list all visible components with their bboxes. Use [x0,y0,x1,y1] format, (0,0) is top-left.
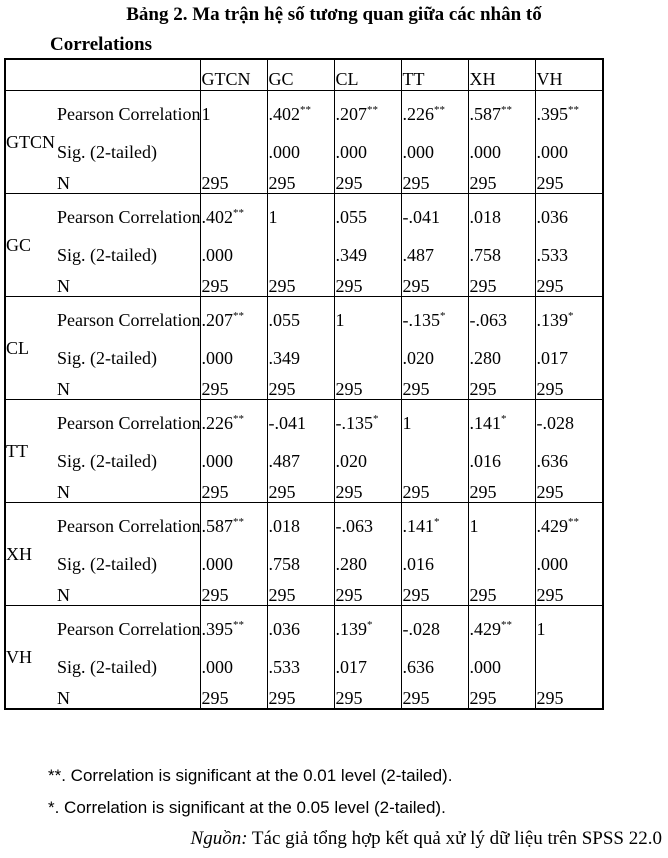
table-row [5,446,603,476]
n-cell: 295 [402,579,469,606]
correlation-value: -.028 [536,413,574,433]
n-cell: 295 [469,167,536,194]
row-variable: GTCN [5,91,57,194]
column-header: GC [268,59,335,91]
correlation-value: .402 [268,104,300,124]
table-row [5,297,603,344]
correlation-cell [201,91,268,138]
row-variable: XH [5,503,57,606]
correlation-value: -.063 [335,516,373,536]
table-row [5,400,603,447]
header-blank [5,59,57,91]
n-cell: 295 [536,270,603,297]
correlation-cell [335,400,402,447]
correlation-value: 1 [201,104,211,124]
significance-mark: ** [232,516,244,528]
correlation-value: -.135 [335,413,373,433]
sig-cell: .000 [201,549,268,579]
correlation-value: 1 [402,413,412,433]
n-cell: 295 [268,682,335,709]
row-variable: VH [5,606,57,710]
table-row [5,606,603,653]
correlation-cell [268,91,335,138]
sig-cell: .000 [268,137,335,167]
n-cell: 295 [335,682,402,709]
significance-mark: ** [567,516,579,528]
correlation-cell [268,194,335,241]
correlation-value: .139 [335,619,367,639]
correlation-cell [402,400,469,447]
table-row [5,373,603,400]
stat-label: N [57,270,201,297]
sig-cell: .000 [536,137,603,167]
correlation-cell [335,606,402,653]
correlation-value: .139 [536,310,568,330]
sig-cell: .280 [335,549,402,579]
correlation-cell [536,91,603,138]
column-header: VH [536,59,603,91]
stat-label: Pearson Correlation [57,619,201,639]
n-cell: 295 [402,476,469,503]
column-header: XH [469,59,536,91]
stat-label: N [57,373,201,400]
source-text: Tác giả tổng hợp kết quả xử lý dữ liệu trên SPSS 22.0 [247,828,662,849]
n-cell: 295 [335,167,402,194]
sig-cell: .758 [268,549,335,579]
table-title: Bảng 2. Ma trận hệ số tương quan giữa các nhân tố [126,4,542,25]
table-row [5,476,603,503]
significance-mark: ** [232,619,244,631]
source-line [191,828,662,850]
significance-mark: ** [232,413,244,425]
sig-cell: .000 [469,137,536,167]
correlation-cell [469,400,536,447]
correlation-cell [201,400,268,447]
correlation-cell [268,400,335,447]
sig-cell [201,137,268,167]
sig-cell [268,240,335,270]
stat-label: N [57,682,201,709]
correlation-cell [335,91,402,138]
n-cell: 295 [201,682,268,709]
sig-cell: .017 [335,652,402,682]
n-cell: 295 [335,579,402,606]
sig-cell: .016 [469,446,536,476]
correlation-cell [402,91,469,138]
header-row [5,59,603,91]
significance-mark: ** [299,104,311,116]
significance-mark: ** [433,104,445,116]
stat-label: Pearson Correlation [57,310,201,330]
table-row [5,549,603,579]
sig-cell: .020 [402,343,469,373]
sig-cell: .000 [201,652,268,682]
sig-cell [402,446,469,476]
sig-cell: .016 [402,549,469,579]
n-cell: 295 [335,270,402,297]
sig-cell: .349 [335,240,402,270]
n-cell: 295 [335,373,402,400]
table-row [5,91,603,138]
correlation-cell [201,503,268,550]
correlation-cell [335,297,402,344]
correlation-value: 1 [268,207,278,227]
table-row [5,137,603,167]
correlation-value: .055 [268,310,300,330]
correlation-value: 1 [536,619,546,639]
correlation-value: .036 [268,619,300,639]
n-cell: 295 [268,270,335,297]
correlation-cell [201,297,268,344]
n-cell: 295 [469,270,536,297]
table-row [5,503,603,550]
correlation-value: .429 [536,516,568,536]
correlation-value: .395 [536,104,568,124]
significance-mark: * [366,619,373,631]
correlation-cell [402,606,469,653]
stat-label: N [57,167,201,194]
significance-mark: ** [500,104,512,116]
correlation-value: -.041 [402,207,440,227]
stat-label: Pearson Correlation [57,207,201,227]
n-cell: 295 [536,373,603,400]
stat-label: N [57,476,201,503]
significance-mark: ** [500,619,512,631]
row-variable: TT [5,400,57,503]
column-header: TT [402,59,469,91]
correlation-table [4,58,604,710]
correlation-value: .055 [335,207,367,227]
note-005: *. Correlation is significant at the 0.05 level (2-tailed). [48,798,446,817]
stat-label: Sig. (2-tailed) [57,554,157,574]
n-cell: 295 [536,476,603,503]
correlation-cell [268,297,335,344]
n-cell: 295 [469,476,536,503]
stat-label: Sig. (2-tailed) [57,451,157,471]
sig-cell: .000 [469,652,536,682]
significance-mark: * [439,310,446,322]
correlation-value: .018 [268,516,300,536]
table-row [5,652,603,682]
sig-cell: .020 [335,446,402,476]
sig-cell: .349 [268,343,335,373]
stat-label: Pearson Correlation [57,516,201,536]
sig-cell: .487 [402,240,469,270]
correlation-cell [201,606,268,653]
n-cell: 295 [469,682,536,709]
sig-cell: .000 [201,343,268,373]
n-cell: 295 [402,373,469,400]
table-row [5,682,603,709]
n-cell: 295 [201,476,268,503]
sig-cell: .636 [536,446,603,476]
correlation-value: .429 [469,619,501,639]
source-label: Nguồn: [190,828,248,849]
correlation-value: .226 [402,104,434,124]
correlation-cell [268,503,335,550]
stat-label: Sig. (2-tailed) [57,142,157,162]
correlation-value: 1 [335,310,345,330]
n-cell: 295 [402,270,469,297]
correlation-value: .402 [201,207,233,227]
correlation-value: .036 [536,207,568,227]
correlation-cell [469,606,536,653]
correlation-cell [469,503,536,550]
correlation-value: -.135 [402,310,440,330]
n-cell: 295 [335,476,402,503]
significance-mark: ** [232,310,244,322]
stat-label: Pearson Correlation [57,104,201,124]
sig-cell: .636 [402,652,469,682]
n-cell: 295 [536,167,603,194]
significance-mark: * [433,516,440,528]
correlation-cell [536,503,603,550]
sig-cell: .017 [536,343,603,373]
n-cell: 295 [201,373,268,400]
sig-cell [335,343,402,373]
correlation-value: 1 [469,516,479,536]
sig-cell: .280 [469,343,536,373]
significance-mark: ** [232,207,244,219]
significance-mark: ** [366,104,378,116]
table-row [5,240,603,270]
stat-label: N [57,579,201,606]
table-row [5,167,603,194]
correlation-value: .018 [469,207,501,227]
sig-cell: .000 [335,137,402,167]
n-cell: 295 [201,270,268,297]
sig-cell: .000 [402,137,469,167]
correlation-cell [335,503,402,550]
correlation-value: .207 [335,104,367,124]
sig-cell: .000 [201,240,268,270]
correlation-cell [536,606,603,653]
sig-cell: .533 [536,240,603,270]
note-001: **. Correlation is significant at the 0.01 level (2-tailed). [48,766,453,785]
correlation-value: .207 [201,310,233,330]
correlation-cell [536,400,603,447]
significance-mark: * [372,413,379,425]
correlation-value: .587 [469,104,501,124]
stat-label: Sig. (2-tailed) [57,245,157,265]
correlation-cell [536,297,603,344]
correlation-cell [335,194,402,241]
stat-label: Sig. (2-tailed) [57,348,157,368]
n-cell: 295 [536,682,603,709]
table-row [5,579,603,606]
correlation-value: .587 [201,516,233,536]
n-cell: 295 [268,476,335,503]
significance-mark: * [500,413,507,425]
correlation-value: .395 [201,619,233,639]
n-cell: 295 [201,167,268,194]
correlation-value: .141 [402,516,434,536]
table-row [5,343,603,373]
sig-cell: .000 [201,446,268,476]
significance-mark: * [567,310,574,322]
sig-cell: .487 [268,446,335,476]
sig-cell: .000 [536,549,603,579]
n-cell: 295 [402,682,469,709]
stat-label: Sig. (2-tailed) [57,657,157,677]
header-blank [57,59,201,91]
table-row [5,194,603,241]
correlation-cell [469,91,536,138]
correlation-value: -.063 [469,310,507,330]
sig-cell: .533 [268,652,335,682]
sig-cell [469,549,536,579]
table-subtitle: Correlations [50,34,153,55]
row-variable: GC [5,194,57,297]
n-cell: 295 [536,579,603,606]
n-cell: 295 [268,167,335,194]
correlation-value: -.041 [268,413,306,433]
table-row [5,270,603,297]
correlation-cell [402,503,469,550]
correlation-cell [402,194,469,241]
n-cell: 295 [268,373,335,400]
correlation-value: .226 [201,413,233,433]
correlation-value: .141 [469,413,501,433]
column-header: GTCN [201,59,268,91]
n-cell: 295 [201,579,268,606]
correlation-cell [268,606,335,653]
column-header: CL [335,59,402,91]
sig-cell: .758 [469,240,536,270]
correlation-cell [402,297,469,344]
correlation-cell [536,194,603,241]
significance-mark: ** [567,104,579,116]
correlation-cell [201,194,268,241]
row-variable: CL [5,297,57,400]
sig-cell [536,652,603,682]
n-cell: 295 [469,373,536,400]
n-cell: 295 [402,167,469,194]
stat-label: Pearson Correlation [57,413,201,433]
n-cell: 295 [469,579,536,606]
correlation-value: -.028 [402,619,440,639]
correlation-cell [469,297,536,344]
correlation-cell [469,194,536,241]
n-cell: 295 [268,579,335,606]
